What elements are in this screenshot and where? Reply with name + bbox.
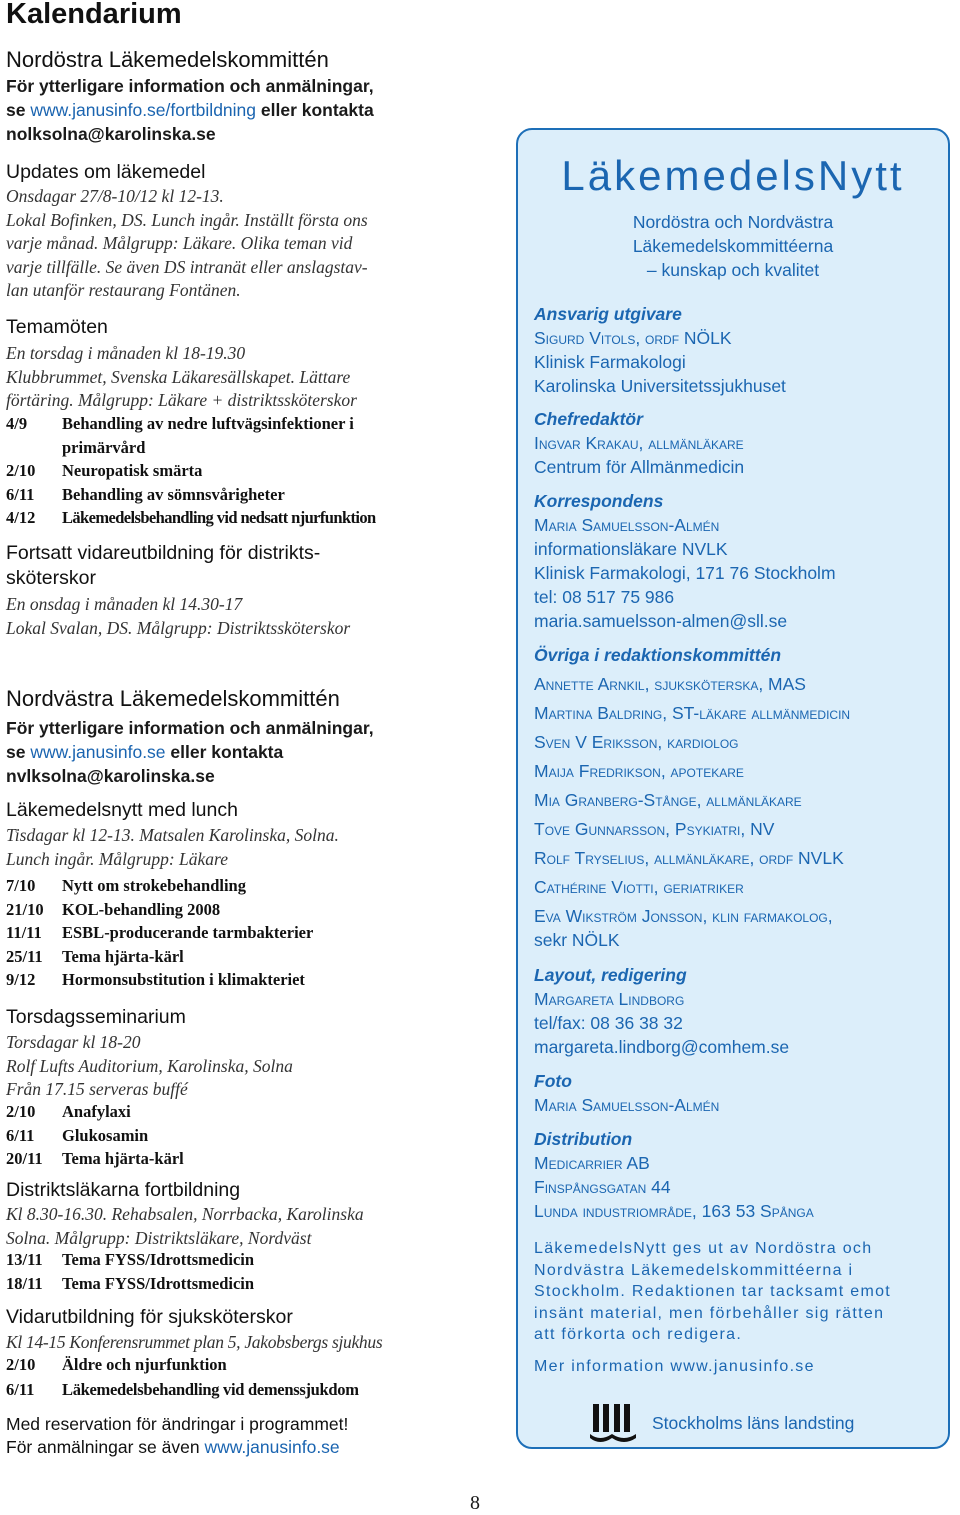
list-item: 2/10 Neuropatisk smärta bbox=[6, 461, 203, 480]
list-item: 6/11 Behandling av sömnsvårigheter bbox=[6, 484, 285, 504]
list-item: 2/10 Äldre och njurfunktion bbox=[6, 1355, 227, 1374]
nw-org-title: Nordvästra Läkemedelskommittén bbox=[6, 686, 340, 711]
nw-dist-heading: Distriktsläkarna fortbildning bbox=[6, 1179, 241, 1201]
nw-janusinfo-link[interactable]: www.janusinfo.se bbox=[30, 742, 166, 762]
masthead-sub3: – kunskap och kvalitet bbox=[646, 260, 820, 280]
nw-lunch-events bbox=[6, 874, 426, 992]
ne-fort-heading: Fortsatt vidareutbildning för distrikts- sköterskor bbox=[6, 542, 321, 589]
masthead-sub1: Nordöstra och Nordvästra bbox=[632, 212, 834, 232]
list-item: 4/12 Läkemedelsbehandling vid nedsatt njurfunktion bbox=[6, 508, 376, 527]
nw-info-line1: För ytterligare information och anmälningar, bbox=[6, 718, 374, 738]
ne-fort-text: En onsdag i månaden kl 14.30-17 Lokal Svalan, DS. Målgrupp: Distriktssköterskor bbox=[6, 594, 351, 638]
nw-thurs-events bbox=[6, 1100, 426, 1171]
list-item: 25/11 Tema hjärta-kärl bbox=[6, 946, 184, 966]
footer-anmalan: För anmälningar se även www.janusinfo.se bbox=[6, 1437, 340, 1457]
list-item: 6/11 Glukosamin bbox=[6, 1125, 149, 1145]
ne-tema-heading: Temamöten bbox=[6, 316, 108, 338]
ne-info-line2: se www.janusinfo.se/fortbildning eller kontakta bbox=[6, 100, 374, 120]
masthead-sub2: Läkemedelskommittéerna bbox=[632, 236, 834, 256]
masthead: LäkemedelsNytt bbox=[561, 152, 905, 199]
nw-dist-text: Kl 8.30-16.30. Rehabsalen, Norrbacka, Karolinska Solna. Målgrupp: Distriktsläkare, Nordväst bbox=[6, 1204, 364, 1248]
about-note: LäkemedelsNytt ges ut av Nordöstra och Nordvästra Läkemedelskommittéerna i Stockholm. Redaktionen tar tacksamt emot insänt material, men förbehåller sig rätten att förkorta och redigera. bbox=[534, 1240, 892, 1343]
list-item: primärvård bbox=[62, 437, 146, 457]
foto-block: Foto Maria Samuelsson-Almén bbox=[534, 1071, 720, 1115]
korr-email[interactable]: maria.samuelsson-almen@sll.se bbox=[534, 611, 788, 631]
distribution-block: Distribution Medicarrier AB Finspångsgatan 44 Lunda industriområde, 163 53 Spånga bbox=[534, 1129, 814, 1221]
nw-lunch-text: Tisdagar kl 12-13. Matsalen Karolinska, Solna. Lunch ingår. Målgrupp: Läkare bbox=[6, 825, 339, 869]
chefredaktor-block: Chefredaktör Ingvar Krakau, allmänläkare Centrum för Allmänmedicin bbox=[534, 409, 745, 477]
sll-logo-row bbox=[590, 1404, 854, 1442]
footer-janusinfo-link[interactable]: www.janusinfo.se bbox=[204, 1437, 340, 1457]
list-item: 11/11 ESBL-producerande tarmbakterier bbox=[6, 923, 314, 942]
list-item: 4/9 Behandling av nedre luftvägsinfektioner i bbox=[6, 414, 354, 433]
list-item: 20/11 Tema hjärta-kärl bbox=[6, 1149, 184, 1168]
ansvarig-block: Ansvarig utgivare Sigurd Vitols, ordf NÖLK Klinisk Farmakologi Karolinska Universitetssjukhuset bbox=[534, 304, 786, 396]
nw-nurse-text: Kl 14-15 Konferensrummet plan 5, Jakobsbergs sjukhus bbox=[6, 1332, 383, 1352]
page-title: Kalendarium bbox=[6, 0, 182, 30]
nw-nurse-heading: Vidarutbildning för sjuksköterskor bbox=[6, 1306, 293, 1328]
page-number: 8 bbox=[470, 1492, 480, 1514]
footer-reservation: Med reservation för ändringar i programmet! bbox=[6, 1414, 349, 1434]
ovriga-block: Övriga i redaktionskommittén Annette Arnkil, sjuksköterska, MAS Martina Baldring, ST-läkare allmänmedicin Sven V Eriksson, kardiolog Maija Fredrikson, apotekare Mia Granberg-Stånge, allmänläkare Tove Gunnarsson, Psykiatri, NV Rolf Tryselius, allmänläkare, ordf NVLK Cathérine Viotti, geriatriker Eva Wikström Jonsson, klin farmakolog, sekr NÖLK bbox=[534, 645, 851, 950]
more-info[interactable]: Mer information www.janusinfo.se bbox=[534, 1358, 815, 1375]
ne-org-title: Nordöstra Läkemedelskommittén bbox=[6, 47, 329, 72]
list-item: 6/11 Läkemedelsbehandling vid demenssjukdom bbox=[6, 1380, 359, 1399]
layout-block: Layout, redigering Margareta Lindborg tel/fax: 08 36 38 32 margareta.lindborg@comhem.se bbox=[534, 963, 939, 1059]
sll-logo-icon bbox=[590, 1404, 640, 1442]
nw-email[interactable]: nvlksolna@karolinska.se bbox=[6, 766, 215, 786]
list-item: 2/10 Anafylaxi bbox=[6, 1102, 131, 1121]
ne-updates-text: Onsdagar 27/8-10/12 kl 12-13. Lokal Bofinken, DS. Lunch ingår. Inställt första ons varje månad. Målgrupp: Läkare. Olika teman vid varje tillfälle. Se även DS intranät eller anslagstav- lan utanför restaurang Fontänen. bbox=[6, 186, 368, 300]
nw-dist-events bbox=[6, 1248, 426, 1295]
nw-thurs-heading: Torsdagsseminarium bbox=[6, 1006, 186, 1028]
lakemedelsnytt-box bbox=[516, 128, 950, 1449]
ne-tema-text: En torsdag i månaden kl 18-19.30 Klubbrummet, Svenska Läkaresällskapet. Lättare förtäring. Målgrupp: Läkare + distriktssköterskor bbox=[6, 343, 357, 410]
list-item: 13/11 Tema FYSS/Idrottsmedicin bbox=[6, 1250, 255, 1269]
layout-email[interactable]: margareta.lindborg@comhem.se bbox=[534, 1037, 790, 1057]
sll-logo-text: Stockholms läns landsting bbox=[652, 1412, 855, 1433]
ne-tema-events bbox=[6, 412, 426, 530]
ne-updates-heading: Updates om läkemedel bbox=[6, 161, 206, 183]
nw-lunch-heading: Läkemedelsnytt med lunch bbox=[6, 799, 238, 821]
korrespondens-block: Korrespondens Maria Samuelsson-Almén informationsläkare NVLK Klinisk Farmakologi, 171 76 Stockholm tel: 08 517 75 986 maria.samuelsson-almen@sll.se bbox=[534, 489, 939, 633]
list-item: 9/12 Hormonsubstitution i klimakteriet bbox=[6, 970, 305, 989]
list-item: 18/11 Tema FYSS/Idrottsmedicin bbox=[6, 1273, 255, 1293]
nw-info-line2: se www.janusinfo.se eller kontakta bbox=[6, 742, 284, 762]
list-item: 21/10 KOL-behandling 2008 bbox=[6, 899, 221, 919]
list-item: 7/10 Nytt om strokebehandling bbox=[6, 876, 246, 895]
ne-email[interactable]: nolksolna@karolinska.se bbox=[6, 124, 216, 144]
nw-nurse-events bbox=[6, 1353, 446, 1402]
ne-info-line1: För ytterligare information och anmälningar, bbox=[6, 76, 374, 96]
nw-thurs-text: Torsdagar kl 18-20 Rolf Lufts Auditorium, Karolinska, Solna Från 17.15 serveras buffé bbox=[6, 1032, 293, 1099]
ne-fortbildning-link[interactable]: www.janusinfo.se/fortbildning bbox=[30, 100, 257, 120]
